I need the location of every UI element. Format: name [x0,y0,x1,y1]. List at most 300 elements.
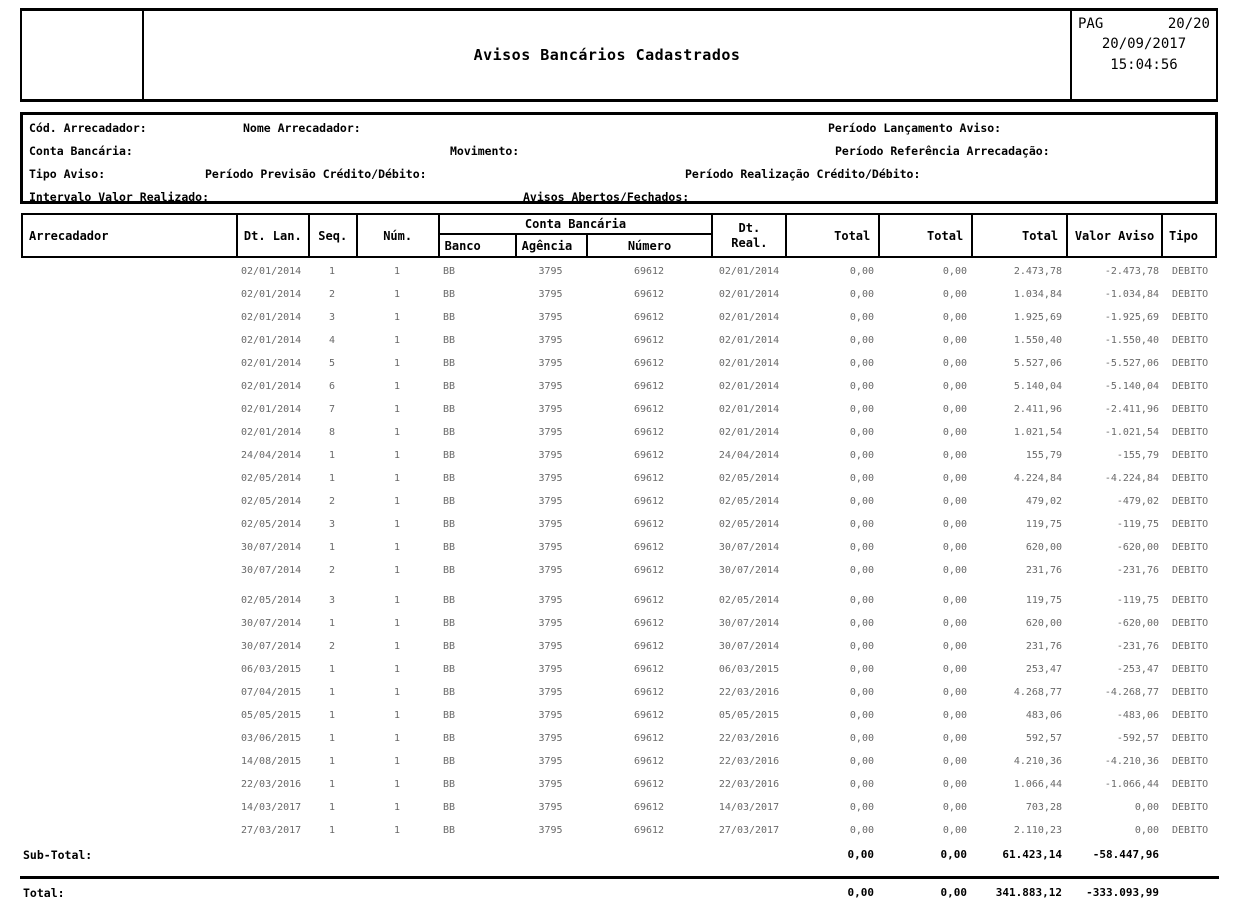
page-title: Avisos Bancários Cadastrados [473,46,741,64]
cell-agencia: 3795 [538,756,563,767]
cell-total-2: 0,00 [942,565,967,576]
cell-num: 1 [393,565,401,576]
cell-num: 1 [393,427,401,438]
cell-dt-lan: 02/05/2014 [241,519,302,530]
table-row [21,352,1217,375]
cell-tipo: DÉBITO [1172,358,1209,369]
cell-total-3: 1.034,84 [1013,289,1062,300]
cell-seq: 1 [328,687,336,698]
table-row [21,421,1217,444]
cell-banco: BB [443,595,456,606]
cell-numero: 69612 [633,595,665,606]
table-row [21,490,1217,513]
logo-placeholder [20,11,144,99]
cell-num: 1 [393,404,401,415]
cell-total-1: 0,00 [849,358,874,369]
cell-banco: BB [443,427,456,438]
cell-seq: 1 [328,756,336,767]
cell-seq: 2 [328,496,336,507]
filter-intervalo-valor-realizado-label: Intervalo Valor Realizado: [29,190,210,204]
cell-total-1: 0,00 [849,802,874,813]
table-row [21,796,1217,819]
cell-banco: BB [443,312,456,323]
cell-total-1: 0,00 [849,289,874,300]
cell-banco: BB [443,358,456,369]
cell-seq: 1 [328,825,336,836]
total-total-2: 0,00 [940,886,967,899]
cell-numero: 69612 [633,335,665,346]
cell-numero: 69612 [633,618,665,629]
cell-tipo: DÉBITO [1172,687,1209,698]
cell-seq: 1 [328,710,336,721]
cell-num: 1 [393,381,401,392]
filter-periodo-referencia-arrecadacao-label: Período Referência Arrecadação: [835,144,1050,158]
cell-tipo: DÉBITO [1172,542,1209,553]
cell-num: 1 [393,733,401,744]
total-valor-aviso: -333.093,99 [1086,886,1159,899]
column-header-dt-lan: Dt. Lan. [238,215,310,256]
cell-agencia: 3795 [538,450,563,461]
cell-banco: BB [443,335,456,346]
cell-total-2: 0,00 [942,473,967,484]
cell-valor-aviso: 0,00 [1134,802,1159,813]
cell-tipo: DÉBITO [1172,335,1209,346]
column-header-numero: Número [627,238,672,253]
cell-dt-real: 30/07/2014 [718,565,780,576]
cell-numero: 69612 [633,496,665,507]
cell-dt-real: 22/03/2016 [718,779,780,790]
cell-total-2: 0,00 [942,427,967,438]
cell-num: 1 [393,312,401,323]
cell-dt-lan: 02/05/2014 [241,473,302,484]
table-header-row [21,213,1217,258]
cell-total-1: 0,00 [849,381,874,392]
total-label: Total: [23,885,65,900]
cell-valor-aviso: -592,57 [1116,733,1159,744]
cell-seq: 2 [328,289,336,300]
cell-dt-lan: 02/05/2014 [241,595,302,606]
cell-total-2: 0,00 [942,802,967,813]
cell-total-3: 703,28 [1025,802,1062,813]
cell-banco: BB [443,473,456,484]
cell-agencia: 3795 [538,825,563,836]
cell-num: 1 [393,595,401,606]
cell-total-1: 0,00 [849,312,874,323]
cell-seq: 6 [328,381,336,392]
cell-dt-real: 05/05/2015 [718,710,780,721]
filter-row-3 [23,161,1215,184]
cell-numero: 69612 [633,404,665,415]
table-row [21,727,1217,750]
cell-total-2: 0,00 [942,289,967,300]
cell-total-3: 2.411,96 [1013,404,1062,415]
cell-banco: BB [443,756,456,767]
cell-num: 1 [393,335,401,346]
table-row [21,513,1217,536]
cell-total-2: 0,00 [942,779,967,790]
filter-parameters-box [20,112,1218,204]
cell-banco: BB [443,381,456,392]
cell-valor-aviso: -119,75 [1116,519,1159,530]
table-row [21,658,1217,681]
cell-total-2: 0,00 [942,358,967,369]
cell-numero: 69612 [633,519,665,530]
cell-seq: 1 [328,266,336,277]
cell-seq: 1 [328,733,336,744]
cell-valor-aviso: -231,76 [1116,565,1159,576]
cell-total-3: 1.021,54 [1013,427,1062,438]
cell-valor-aviso: -1.925,69 [1104,312,1159,323]
subtotal-total-1: 0,00 [847,848,874,861]
cell-total-3: 1.925,69 [1013,312,1062,323]
cell-seq: 1 [328,664,336,675]
cell-banco: BB [443,542,456,553]
page-label: PAG [1078,16,1104,32]
cell-total-1: 0,00 [849,473,874,484]
cell-agencia: 3795 [538,496,563,507]
cell-total-1: 0,00 [849,687,874,698]
cell-dt-lan: 07/04/2015 [241,687,302,698]
table-row [21,559,1217,582]
cell-total-3: 620,00 [1025,618,1062,629]
cell-dt-lan: 22/03/2016 [241,779,302,790]
page-info-box [1070,11,1218,99]
cell-agencia: 3795 [538,779,563,790]
cell-total-1: 0,00 [849,595,874,606]
avisos-table [21,213,1217,866]
cell-agencia: 3795 [538,519,563,530]
cell-tipo: DÉBITO [1172,496,1209,507]
cell-total-1: 0,00 [849,450,874,461]
cell-dt-lan: 30/07/2014 [241,565,302,576]
filter-avisos-abertos-fechados-label: Avisos Abertos/Fechados: [523,190,690,204]
cell-agencia: 3795 [538,542,563,553]
column-header-banco: Banco [440,235,517,256]
cell-banco: BB [443,289,456,300]
cell-seq: 1 [328,802,336,813]
cell-tipo: DÉBITO [1172,450,1209,461]
cell-total-1: 0,00 [849,779,874,790]
cell-total-3: 4.224,84 [1013,473,1062,484]
cell-tipo: DÉBITO [1172,565,1209,576]
cell-total-1: 0,00 [849,733,874,744]
cell-num: 1 [393,496,401,507]
filter-tipo-aviso-label: Tipo Aviso: [29,167,106,181]
cell-total-3: 479,02 [1025,496,1062,507]
filter-periodo-lancamento-aviso-label: Período Lançamento Aviso: [828,121,1002,135]
table-row [21,773,1217,796]
cell-tipo: DÉBITO [1172,664,1209,675]
cell-total-2: 0,00 [942,664,967,675]
cell-dt-real: 22/03/2016 [718,687,780,698]
cell-valor-aviso: -620,00 [1116,542,1159,553]
subtotal-total-2: 0,00 [940,848,967,861]
cell-num: 1 [393,542,401,553]
cell-seq: 1 [328,450,336,461]
cell-tipo: DÉBITO [1172,595,1209,606]
cell-valor-aviso: -4.224,84 [1104,473,1159,484]
cell-valor-aviso: -2.473,78 [1104,266,1159,277]
table-row [21,398,1217,421]
table-row [21,260,1217,283]
cell-tipo: DÉBITO [1172,427,1209,438]
cell-agencia: 3795 [538,641,563,652]
cell-numero: 69612 [633,825,665,836]
cell-tipo: DÉBITO [1172,404,1209,415]
cell-total-2: 0,00 [942,733,967,744]
cell-banco: BB [443,266,456,277]
cell-dt-real: 06/03/2015 [718,664,780,675]
cell-total-2: 0,00 [942,381,967,392]
cell-dt-lan: 02/01/2014 [241,335,302,346]
cell-tipo: DÉBITO [1172,312,1209,323]
cell-total-1: 0,00 [849,266,874,277]
cell-banco: BB [443,779,456,790]
cell-total-2: 0,00 [942,825,967,836]
cell-seq: 1 [328,779,336,790]
table-row [21,467,1217,490]
cell-numero: 69612 [633,687,665,698]
dt-real-line2: Real. [731,235,768,250]
cell-num: 1 [393,450,401,461]
cell-seq: 3 [328,595,336,606]
cell-dt-lan: 02/01/2014 [241,266,302,277]
cell-num: 1 [393,289,401,300]
table-row [21,681,1217,704]
cell-dt-lan: 05/05/2015 [241,710,302,721]
cell-total-3: 231,76 [1025,641,1062,652]
cell-dt-real: 24/04/2014 [718,450,780,461]
cell-total-3: 4.210,36 [1013,756,1062,767]
cell-tipo: DÉBITO [1172,802,1209,813]
cell-seq: 3 [328,519,336,530]
filter-row-1 [23,115,1215,138]
table-row [21,750,1217,773]
cell-total-2: 0,00 [942,710,967,721]
cell-tipo: DÉBITO [1172,381,1209,392]
cell-tipo: DÉBITO [1172,733,1209,744]
cell-dt-lan: 30/07/2014 [241,618,302,629]
cell-seq: 1 [328,618,336,629]
cell-dt-real: 30/07/2014 [718,641,780,652]
table-row [21,704,1217,727]
cell-total-3: 592,57 [1025,733,1062,744]
cell-banco: BB [443,450,456,461]
cell-dt-real: 02/05/2014 [718,473,780,484]
column-header-tipo: Tipo [1169,228,1198,243]
filter-periodo-realizacao-label: Período Realização Crédito/Débito: [685,167,921,181]
cell-numero: 69612 [633,802,665,813]
cell-numero: 69612 [633,473,665,484]
table-row [21,612,1217,635]
cell-seq: 5 [328,358,336,369]
cell-dt-lan: 03/06/2015 [241,733,302,744]
cell-dt-lan: 02/01/2014 [241,289,302,300]
cell-tipo: DÉBITO [1172,618,1209,629]
cell-numero: 69612 [633,289,665,300]
cell-total-2: 0,00 [942,756,967,767]
cell-banco: BB [443,404,456,415]
cell-agencia: 3795 [538,595,563,606]
cell-dt-real: 02/01/2014 [718,312,780,323]
conta-bancaria-group-label: Conta Bancária [440,215,712,235]
cell-agencia: 3795 [538,427,563,438]
cell-total-2: 0,00 [942,335,967,346]
cell-total-2: 0,00 [942,519,967,530]
subtotal-total-3: 61.423,14 [1002,848,1062,861]
report-time: 15:04:56 [1110,56,1178,73]
cell-agencia: 3795 [538,358,563,369]
cell-num: 1 [393,710,401,721]
filter-periodo-previsao-label: Período Previsão Crédito/Débito: [205,167,427,181]
cell-seq: 1 [328,473,336,484]
cell-banco: BB [443,733,456,744]
cell-total-1: 0,00 [849,825,874,836]
cell-total-1: 0,00 [849,641,874,652]
cell-dt-real: 02/01/2014 [718,404,780,415]
cell-total-3: 155,79 [1025,450,1062,461]
cell-dt-lan: 27/03/2017 [241,825,302,836]
page-number-line [1078,14,1210,34]
cell-total-1: 0,00 [849,519,874,530]
column-header-agencia: Agência [517,235,588,256]
cell-total-2: 0,00 [942,266,967,277]
cell-dt-real: 02/05/2014 [718,496,780,507]
cell-agencia: 3795 [538,266,563,277]
cell-dt-lan: 14/08/2015 [241,756,302,767]
cell-dt-real: 02/01/2014 [718,381,780,392]
table-row [21,444,1217,467]
cell-total-1: 0,00 [849,565,874,576]
cell-agencia: 3795 [538,802,563,813]
cell-banco: BB [443,687,456,698]
cell-total-2: 0,00 [942,641,967,652]
cell-total-1: 0,00 [849,664,874,675]
cell-num: 1 [393,802,401,813]
cell-dt-real: 02/01/2014 [718,289,780,300]
cell-valor-aviso: -119,75 [1116,595,1159,606]
total-row [21,881,1217,904]
cell-numero: 69612 [633,565,665,576]
cell-total-3: 5.140,04 [1013,381,1062,392]
cell-seq: 3 [328,312,336,323]
cell-numero: 69612 [633,542,665,553]
cell-numero: 69612 [633,710,665,721]
column-header-arrecadador: Arrecadador [23,215,238,256]
cell-num: 1 [393,358,401,369]
cell-total-1: 0,00 [849,756,874,767]
cell-total-3: 119,75 [1025,595,1062,606]
cell-total-2: 0,00 [942,404,967,415]
cell-valor-aviso: -231,76 [1116,641,1159,652]
cell-seq: 4 [328,335,336,346]
cell-tipo: DÉBITO [1172,519,1209,530]
cell-num: 1 [393,641,401,652]
cell-valor-aviso: -4.268,77 [1104,687,1159,698]
cell-total-2: 0,00 [942,450,967,461]
cell-tipo: DÉBITO [1172,710,1209,721]
subtotal-row [21,843,1217,866]
cell-valor-aviso: -155,79 [1116,450,1159,461]
cell-dt-real: 27/03/2017 [718,825,780,836]
cell-numero: 69612 [633,427,665,438]
cell-agencia: 3795 [538,381,563,392]
column-header-valor-aviso: Valor Aviso [1068,215,1163,256]
cell-banco: BB [443,664,456,675]
report-header-band [20,8,1218,102]
total-divider-line [20,876,1219,879]
cell-numero: 69612 [633,779,665,790]
cell-tipo: DÉBITO [1172,289,1209,300]
cell-agencia: 3795 [538,565,563,576]
cell-dt-lan: 02/01/2014 [241,381,302,392]
column-header-dt-real [713,215,787,256]
cell-dt-lan: 30/07/2014 [241,641,302,652]
cell-dt-real: 02/01/2014 [718,358,780,369]
cell-seq: 2 [328,565,336,576]
filter-conta-bancaria-label: Conta Bancária: [29,144,133,158]
cell-valor-aviso: -1.066,44 [1104,779,1159,790]
cell-dt-real: 22/03/2016 [718,733,780,744]
cell-seq: 1 [328,542,336,553]
cell-dt-real: 02/01/2014 [718,427,780,438]
cell-num: 1 [393,618,401,629]
cell-dt-real: 02/01/2014 [718,266,780,277]
cell-valor-aviso: 0,00 [1134,825,1159,836]
cell-dt-real: 02/05/2014 [718,595,780,606]
filter-cod-arrecadador-label: Cód. Arrecadador: [29,121,147,135]
cell-dt-real: 02/05/2014 [718,519,780,530]
cell-numero: 69612 [633,266,665,277]
cell-numero: 69612 [633,664,665,675]
cell-total-3: 2.110,23 [1013,825,1062,836]
column-header-total-3: Total [973,215,1068,256]
cell-num: 1 [393,266,401,277]
cell-total-3: 1.066,44 [1013,779,1062,790]
cell-total-3: 5.527,06 [1013,358,1062,369]
cell-valor-aviso: -4.210,36 [1104,756,1159,767]
cell-dt-lan: 02/01/2014 [241,358,302,369]
cell-total-2: 0,00 [942,595,967,606]
table-row [21,329,1217,352]
cell-banco: BB [443,519,456,530]
cell-banco: BB [443,618,456,629]
filter-nome-arrecadador-label: Nome Arrecadador: [243,121,361,135]
cell-tipo: DÉBITO [1172,641,1209,652]
cell-dt-real: 22/03/2016 [718,756,780,767]
cell-num: 1 [393,756,401,767]
table-row [21,536,1217,559]
cell-total-3: 620,00 [1025,542,1062,553]
cell-tipo: DÉBITO [1172,779,1209,790]
cell-numero: 69612 [633,312,665,323]
cell-total-1: 0,00 [849,404,874,415]
cell-tipo: DÉBITO [1172,825,1209,836]
report-date: 20/09/2017 [1101,36,1187,53]
cell-valor-aviso: -483,06 [1116,710,1159,721]
cell-agencia: 3795 [538,618,563,629]
cell-num: 1 [393,473,401,484]
cell-dt-real: 02/01/2014 [718,335,780,346]
page-value: 20/20 [1167,16,1210,32]
column-group-conta-bancaria [440,215,714,256]
cell-total-3: 4.268,77 [1013,687,1062,698]
cell-dt-lan: 30/07/2014 [241,542,302,553]
cell-dt-lan: 06/03/2015 [241,664,302,675]
cell-seq: 8 [328,427,336,438]
column-header-num: Núm. [358,215,440,256]
subtotal-valor-aviso: -58.447,96 [1092,848,1159,861]
